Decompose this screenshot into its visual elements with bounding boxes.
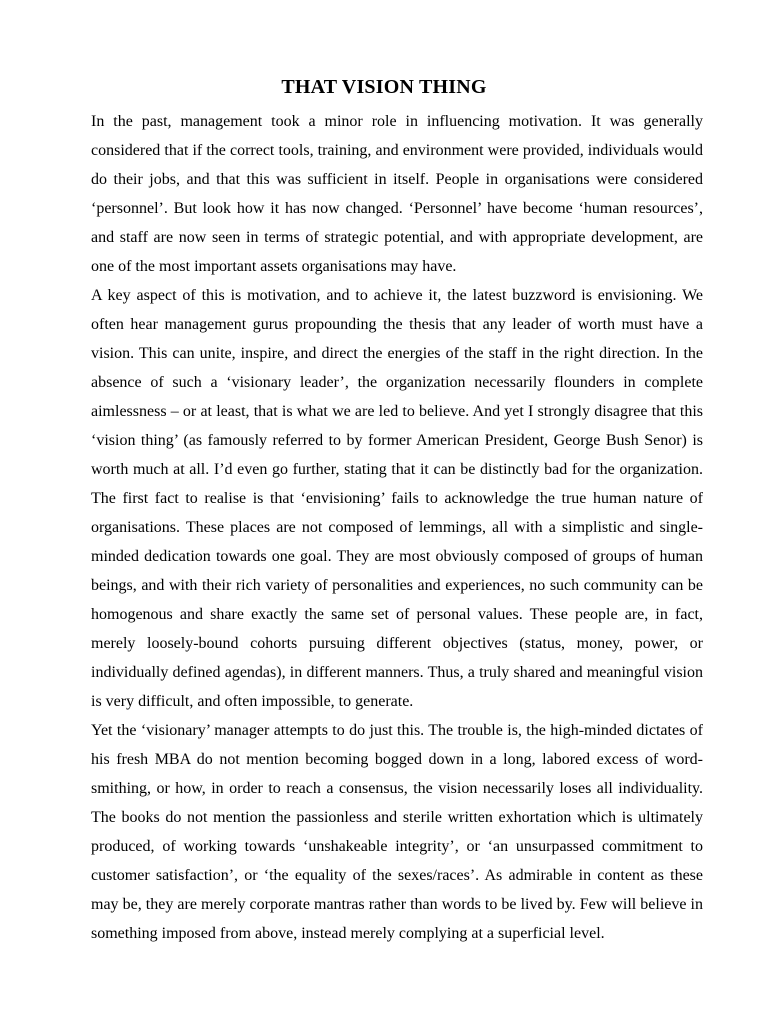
paragraph-1: In the past, management took a minor role in influencing motivation. It was generally considered that if the correct tools, training, and environment were provided, individuals would do their jobs, and that this was sufficient in itself. People in organisations were considered ‘personnel’. But look how it has now changed. ‘Personnel’ have become ‘human resources’, and staff are now seen in terms of strategic potential, and with appropriate development, are one of the most important assets organisations may have. — [91, 113, 703, 275]
paragraph-3: Yet the ‘visionary’ manager attempts to do just this. The trouble is, the high-minded dictates of his fresh MBA do not mention becoming bogged down in a long, labored excess of word-smithing, or how, in order to reach a consensus, the vision necessarily loses all individuality. The books do not mention the passionless and sterile written exhortation which is ultimately produced, of working towards ‘unshakeable integrity’, or ‘an unsurpassed commitment to customer satisfaction’, or ‘the equality of the sexes/races’. As admirable in content as these may be, they are merely corporate mantras rather than words to be lived by. Few will believe in something imposed from above, instead merely complying at a superficial level. — [91, 722, 703, 942]
document-title: THAT VISION THING — [281, 76, 487, 98]
paragraph-2: A key aspect of this is motivation, and to achieve it, the latest buzzword is envisioning. We often hear management gurus propounding the thesis that any leader of worth must have a vision. This can unite, inspire, and direct the energies of the staff in the right direction. In the absence of such a ‘visionary leader’, the organization necessarily flounders in complete aimlessness – or at least, that is what we are led to believe. And yet I strongly disagree that this ‘vision thing’ (as famously referred to by former American President, George Bush Senor) is worth much at all. I’d even go further, stating that it can be distinctly bad for the organization. The first fact to realise is that ‘envisioning’ fails to acknowledge the true human nature of organisations. These places are not composed of lemmings, all with a simplistic and single-minded dedication towards one goal. They are most obviously composed of groups of human beings, and with their rich variety of personalities and experiences, no such community can be homogenous and share exactly the same set of personal values. These people are, in fact, merely loosely-bound cohorts pursuing different objectives (status, money, power, or individually defined agendas), in different manners. Thus, a truly shared and meaningful vision is very difficult, and often impossible, to generate. — [91, 287, 703, 710]
document-body — [91, 107, 703, 948]
